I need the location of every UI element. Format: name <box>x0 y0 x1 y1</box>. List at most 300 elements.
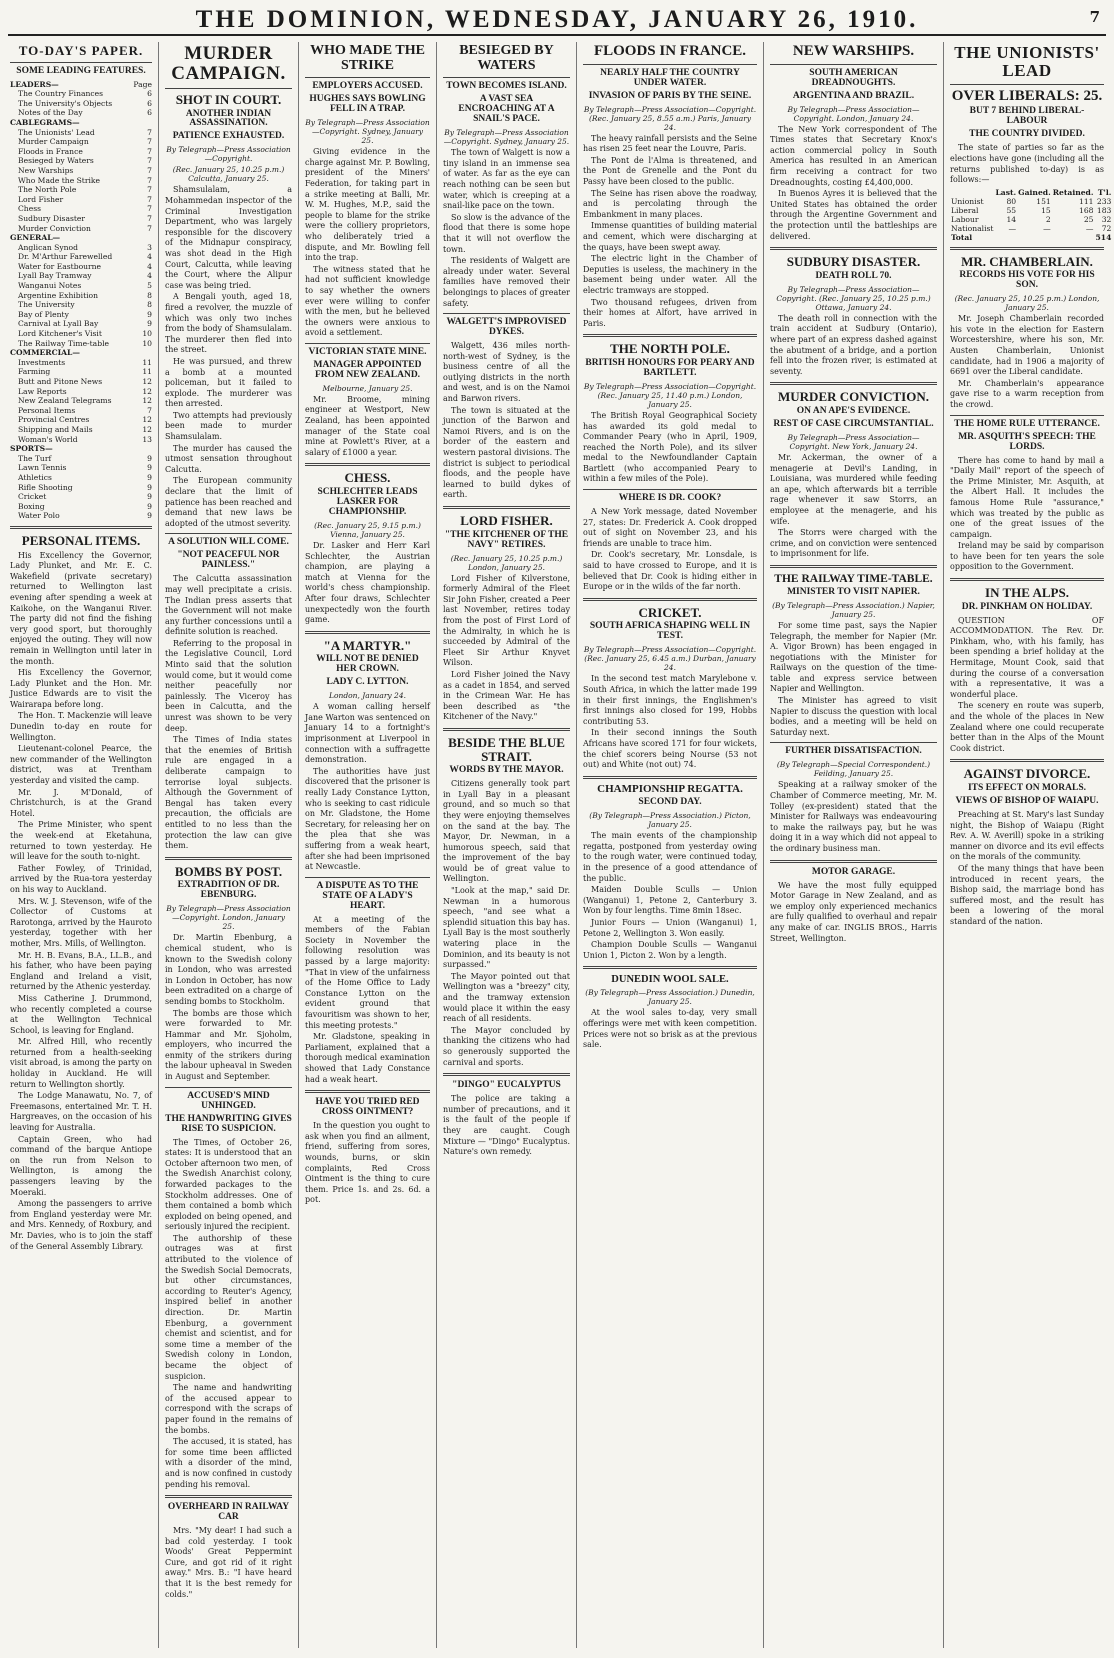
bombs-by-post-heading: BOMBS BY POST. <box>174 863 283 879</box>
contents-entry <box>10 291 152 301</box>
employers-accused-subheading: EMPLOYERS ACCUSED. <box>312 81 423 92</box>
contents-label: Rifle Shooting <box>18 482 73 492</box>
contents-entry <box>10 166 152 176</box>
results-cell: 25 <box>1083 214 1094 224</box>
contents-entry <box>10 233 152 243</box>
contents-page: 7 <box>147 156 152 166</box>
paragraph: Ireland may be said by comparison to have been for ten years the sole opposition to the Government. <box>950 541 1104 572</box>
patience-exhausted-subheading: PATIENCE EXHAUSTED. <box>172 131 285 142</box>
contents-entry <box>10 463 152 473</box>
contents-label: Boxing <box>18 501 45 511</box>
paragraph: Shamsulalam, a Mohammedan inspector of the Criminal Investigation Department, who was largely responsible for the discovery of the Midnapur conspiracy, was shot dead in the High Court, Calcutta, while leaving the Court, where the Alipur case was being tried. <box>165 185 292 290</box>
contents-entry <box>10 281 152 291</box>
results-cell <box>994 233 1017 242</box>
press-credit: (By Telegraph—Special Correspondent.) Feilding, January 25. <box>776 760 931 779</box>
personal-item: The Hon. T. Mackenzie will leave Dunedin to-day en route for Wellington. <box>10 711 152 742</box>
paragraph: The accused, it is stated, has for some time been afflicted with a disorder of the mind, and is now confined in custody pending his removal. <box>165 1437 292 1489</box>
lord-fisher-heading: LORD FISHER. <box>460 513 553 528</box>
paragraph: A New York message, dated November 27, states: Dr. Frederick A. Cook dropped out of sight on November 23, and his friends are unable to trace him. <box>583 507 757 548</box>
personal-item: Mr. Alfred Hill, who recently returned from a health-seeking visit abroad, is among the party on holiday in Auckland. He will return to Wellington shortly. <box>10 1037 152 1089</box>
results-cell <box>1052 233 1095 242</box>
paragraph: The Times of India states that the enemies of British rule are engaged in a deliberate campaign to terrorise loyal subjects. Although the Government of Bengal has taken every precaution, the officials are entitled to no less than the protection the law can give them. <box>165 735 292 851</box>
paragraph: The police are taking a number of precautions, and it is the fault of the people if they are caught. Cough Mixture — "Dingo" Eucalyptus. Nature's own remedy. <box>443 1094 570 1157</box>
paragraph: So slow is the advance of the flood that there is some hope that it will not overflow the town. <box>443 212 570 254</box>
contents-page: 7 <box>147 165 152 175</box>
contents-label: Chess <box>18 204 41 214</box>
contents-page: 7 <box>147 137 152 147</box>
contents-entry <box>10 483 152 493</box>
dateline: (Rec. January 25, 10.25 p.m.) London, January 25. <box>450 553 563 572</box>
paris-invasion-subheading: INVASION OF PARIS BY THE SEINE. <box>588 90 752 101</box>
paragraph: Lord Fisher joined the Navy as a cadet in 1854, and served in the Crimean War. He has been described as "the Kitchener of the Navy." <box>443 669 570 722</box>
article-text <box>770 314 937 378</box>
contents-label: New Warships <box>18 165 74 175</box>
dateline: London, January 24. <box>329 691 406 701</box>
contents-label: The Turf <box>18 453 52 463</box>
results-cell: 514 <box>1095 232 1112 242</box>
paragraph: The scenery en route was superb, and the whole of the places in New Zealand where one could recuperate better than in the Alps of the Mount Cook district. <box>950 701 1104 753</box>
dykes-subheading: WALGETT'S IMPROVISED DYKES. <box>446 317 567 338</box>
hughes-subheading: HUGHES SAYS BOWLING FELL IN A TRAP. <box>309 94 426 115</box>
minister-napier-subheading: MINISTER TO VISIT NAPIER. <box>787 586 920 597</box>
contents-page: 8 <box>147 300 152 310</box>
results-cell <box>950 188 994 197</box>
advert-text <box>165 1526 292 1600</box>
contents-label: Lyall Bay Tramway <box>18 271 92 281</box>
results-row <box>950 206 1112 215</box>
blue-strait-heading: BESIDE THE BLUE STRAIT. <box>448 734 565 764</box>
results-cell: 55 <box>1006 205 1017 215</box>
paragraph: Champion Double Sculls — Wanganui Union 1, Picton 2. Won by a length. <box>583 940 757 960</box>
paragraph: Two attempts had previously been made to murder Shamsulalam. <box>165 410 292 442</box>
contents-page: 7 <box>147 175 152 185</box>
sudbury-heading: SUDBURY DISASTER. <box>786 254 921 270</box>
results-cell <box>1017 233 1052 242</box>
argentina-brazil-subheading: ARGENTINA AND BRAZIL. <box>792 90 915 101</box>
paragraph: The Calcutta assassination may well precipitate a crisis. The Indian press asserts that the Government will not make any further concessions until a definite solution is reached. <box>165 574 292 637</box>
chess-heading: CHESS. <box>344 470 391 486</box>
personal-item: His Excellency the Governor, Lady Plunket, and Mr. E. C. Wakefield (private secretary) returned to Wellington last evening after spending a week at Kaikohe, on the Wanganui River. The party did not find the fishing very good sport, but thoroughly enjoyed the outing. They will now remain in Wellington until later in the month. <box>10 550 152 666</box>
town-island-subheading: TOWN BECOMES ISLAND. <box>446 81 567 92</box>
mayor-subheading: WORDS BY THE MAYOR. <box>449 765 564 776</box>
contents-label: Floods in France <box>18 146 83 156</box>
contents-entry <box>10 502 152 512</box>
in-the-alps-heading: IN THE ALPS. <box>985 585 1069 601</box>
results-row <box>950 215 1112 224</box>
contents-page: 12 <box>142 377 152 387</box>
results-cell: T'l. <box>1097 187 1112 197</box>
press-credit: (By Telegraph—Press Association.) Napier, January 25. <box>772 600 935 619</box>
paragraph: Mr. Gladstone, speaking in Parliament, explained that a thorough medical examination showed that Lady Constance had a weak heart. <box>305 1032 430 1084</box>
contents-label: Lord Kitchener's Visit <box>18 329 102 339</box>
contents-label: Farming <box>18 367 51 377</box>
liberal-labour-subheading: BUT 7 BEHIND LIBERAL-LABOUR <box>969 106 1085 127</box>
results-cell: 15 <box>1041 205 1051 215</box>
pinkham-subheading: DR. PINKHAM ON HOLIDAY. <box>961 601 1093 612</box>
personal-item: Miss Catherine J. Drummond, who recently completed a course at the Wellington Technical School, is leaving for England. <box>10 993 152 1035</box>
contents-entry <box>10 406 152 416</box>
paragraph: He was pursued, and threw a bomb at a mounted policeman, but it failed to explode. The murderer was then arrested. <box>165 356 292 409</box>
motor-garage-ad-heading: MOTOR GARAGE. <box>811 866 896 877</box>
contents-label: Woman's World <box>18 434 78 444</box>
paragraph: We have the most fully equipped Motor Garage in New Zealand, and as we employ only experienced mechanics are fully qualified to overhaul and repair any make of car. INGLIS BROS., Harris Street, Wellington. <box>770 880 937 943</box>
article-text <box>770 453 937 560</box>
country-divided-subheading: THE COUNTRY DIVIDED. <box>969 129 1085 140</box>
unionists-lead-heading: THE UNIONISTS' LEAD <box>954 43 1100 80</box>
peary-subheading: BRITISH HONOURS FOR PEARY AND BARTLETT. <box>585 357 755 378</box>
column-6 <box>764 42 944 1648</box>
paragraph: The Seine has risen above the roadway, and is percolating through the Embankment in many places. <box>583 188 757 219</box>
paragraph: The town of Walgett is now a tiny island in an immense sea of water. As far as the eye can reach nothing can be seen but water, which is creeping at a snail-like pace on the town. <box>443 148 570 211</box>
paragraph: The town is situated at the junction of the Barwon and Namoi Rivers, and is on the border of the eastern and western pastoral divisions. The district is subject to periodical floods, and the people have learned to build dykes of earth. <box>443 405 570 500</box>
paragraph: The bombs are those which were forwarded to Mr. Hammar and Mr. Sjoholm, employers, who incurred the enmity of the strikers during the labour upheaval in Sweden in August and September. <box>165 1008 292 1082</box>
results-cell: Retained. <box>1052 187 1094 197</box>
paragraph: QUESTION OF ACCOMMODATION. The Rev. Dr. Pinkham, who, with his family, has been spending a brief holiday at the Hermitage, Mount Cook, said that during the course of a conversation with a representative, it was a wonderful place. <box>950 615 1104 699</box>
paragraph: Citizens generally took part in Lyall Bay in a pleasant ground, and so much so that they were enjoying themselves on the sand at the bay. The Mayor, Dr. Newman, in a humorous speech, said that the improvement of the bay would be of great value to Wellington. <box>443 779 570 884</box>
personal-item: Father Fowley, of Trinidad, arrived by the Rua-tora yesterday on his way to Auckland. <box>10 863 152 894</box>
handwriting-subheading: THE HANDWRITING GIVES RISE TO SUSPICION. <box>165 1113 292 1134</box>
paragraph: A woman calling herself Jane Warton was sentenced on January 14 to a fortnight's imprisonment at Liverpool in connection with a suffragette demonstration. <box>305 702 430 765</box>
paragraph: Dr. Martin Ebenburg, a chemical student, who is known to the Swedish colony in London, who was arrested in London in October, has now been extradited on a charge of sending bombs to Stockholm. <box>165 933 292 1006</box>
railway-car-ad-heading: OVERHEARD IN RAILWAY CAR <box>167 1502 290 1523</box>
contents-label: Notes of the Day <box>18 108 83 118</box>
article-text <box>770 621 937 739</box>
murder-conviction-heading: MURDER CONVICTION. <box>778 389 929 405</box>
column-2 <box>159 42 299 1648</box>
paragraph: Mr. Joseph Chamberlain recorded his vote in the election for Eastern Worcestershire, where his son, Mr. Austen Chamberlain, Unionist candidate, had in 1906 a majority of 6691 over the Liberal candidate. <box>950 314 1104 377</box>
red-cross-ad-heading: HAVE YOU TRIED RED CROSS OINTMENT? <box>315 1097 420 1118</box>
contents-label: The Country Finances <box>18 89 104 99</box>
paragraph: A Bengali youth, aged 18, fired a revolver, the muzzle of which was only two inches from the body of Shamsulalam. The murderer then fled into the street. <box>165 292 292 355</box>
paragraph: Mr. Ackerman, the owner of a menagerie at Devil's Landing, in Louisiana, was murdered while feeding an ape, which afterwards bit a terrible rage whenever it saw Storrs, an employee at the menagerie, and his wife. <box>770 452 937 526</box>
contents-label: Personal Items <box>18 405 76 415</box>
article-text <box>305 541 430 626</box>
contents-entry <box>10 396 152 406</box>
results-cell: — <box>1085 223 1094 233</box>
press-credit: By Telegraph—Press Association—Copyright. (Rec. January 25, 6.45 a.m.) Durban, January 24. <box>583 645 757 673</box>
article-text <box>770 125 937 243</box>
contents-entry <box>10 108 152 118</box>
contents-label: Law Reports <box>18 386 67 396</box>
paragraph: The residents of Walgett are already under water. Several families have removed their belongings to places of greater safety. <box>443 256 570 308</box>
contents-label: The North Pole <box>18 185 77 195</box>
election-results-table <box>950 188 1112 242</box>
advert-text <box>443 1094 570 1158</box>
contents-entry <box>10 176 152 186</box>
paragraph: The death roll in connection with the train accident at Sudbury (Ontario), where part of an express dashed against the abutment of a bridge, and a portion fell into the frozen river, is estimated at seventy. <box>770 313 937 376</box>
floods-heading: FLOODS IN FRANCE. <box>593 43 747 59</box>
article-text <box>583 134 757 330</box>
contents-page: 6 <box>147 98 152 108</box>
article-text <box>950 143 1104 185</box>
contents-page: 6 <box>147 89 152 99</box>
press-credit: By Telegraph—Press Association—Copyright. New York, January 24. <box>787 432 920 451</box>
contents-page: 9 <box>147 463 152 473</box>
results-cell: 151 <box>1036 196 1051 206</box>
state-mine-subheading: VICTORIAN STATE MINE. <box>308 346 427 357</box>
contents-label: The University <box>18 300 75 310</box>
article-text <box>165 185 292 529</box>
contents-label: Bay of Plenty <box>18 309 69 319</box>
murder-campaign-heading: MURDER CAMPAIGN. <box>171 43 286 84</box>
personal-item: The Prime Minister, who spent the week-end at Eketahuna, returned to town yesterday. He will leave for the south to-night. <box>10 820 152 862</box>
contents-page: 11 <box>142 367 152 377</box>
cricket-heading: CRICKET. <box>638 604 702 620</box>
article-text <box>443 574 570 723</box>
regatta-heading: CHAMPIONSHIP REGATTA. <box>597 782 743 795</box>
personal-item: Lieutenant-colonel Pearce, the new commander of the Wellington district, was at Trentham yesterday and visited the camp. <box>10 744 152 786</box>
column-5 <box>577 42 764 1648</box>
press-credit: By Telegraph—Press Association—Copyright. Sydney, January 25. <box>305 118 430 146</box>
personal-items-heading: PERSONAL ITEMS. <box>21 532 141 548</box>
martyr-heading: "A MARTYR." <box>323 637 412 653</box>
contents-entry <box>10 80 152 90</box>
contents-entry <box>10 99 152 109</box>
paragraph: The electric light in the Chamber of Deputies is useless, the machinery in the basement being under water. All the electric tramways are stopped. <box>583 254 757 295</box>
contents-page: 12 <box>142 396 152 406</box>
contents-label: Besieged by Waters <box>18 156 94 166</box>
article-text <box>443 148 570 309</box>
paragraph: There has come to hand by mail a "Daily Mail" report of the speech of the Prime Minister, Mr. Asquith, at the Albert Hall. It includes the famous Home Rule "assurance," which was treated by the public as one of the great issues of the campaign. <box>950 455 1104 539</box>
contents-entry <box>10 224 152 234</box>
not-peaceful-subheading: "NOT PEACEFUL NOR PAINLESS." <box>177 550 280 571</box>
article-text <box>950 810 1104 928</box>
results-cell: 80 <box>1006 196 1017 206</box>
contents-entry <box>10 128 152 138</box>
contents-page: 8 <box>147 290 152 300</box>
contents-label: Wanganui Notes <box>18 281 82 291</box>
contents-entry <box>10 358 152 368</box>
press-credit: By Telegraph—Press Association—Copyright. (Rec. January 25, 8.55 a.m.) Paris, January 24. <box>583 104 757 132</box>
vote-for-son-subheading: RECORDS HIS VOTE FOR HIS SON. <box>959 270 1095 291</box>
personal-item: Among the passengers to arrive from England yesterday were Mr. and Mrs. Kennedy, of Roxbury, and Mr. Davies, who is to join the staff of the General Assembly Library. <box>10 1199 152 1251</box>
extradition-subheading: EXTRADITION OF DR. EBENBURG. <box>177 880 280 901</box>
results-row <box>950 197 1112 206</box>
contents-entry <box>10 204 152 214</box>
results-cell: 233 <box>1096 196 1112 206</box>
paragraph: The heavy rainfall persists and the Seine has risen 25 feet near the Louvre, Paris. <box>583 133 757 154</box>
contents-page: 9 <box>147 492 152 502</box>
column-4 <box>437 42 577 1648</box>
contents-page: 6 <box>147 108 152 118</box>
results-cell: Liberal <box>951 205 979 215</box>
contents-page: 12 <box>142 415 152 425</box>
contents-entry <box>10 415 152 425</box>
paragraph: At the wool sales to-day, very small offerings were met with keen competition. Prices were not so brisk as at the previous sale. <box>583 1008 757 1050</box>
todays-paper-heading: TO-DAY'S PAPER. <box>18 43 144 58</box>
dateline: (Rec. January 25, 9.15 p.m.) Vienna, January 25. <box>314 520 421 539</box>
results-cell: 111 <box>1079 196 1094 206</box>
contents-entry <box>10 195 152 205</box>
contents-label: Murder Conviction <box>18 223 91 233</box>
paragraph: Immense quantities of building material and cement, which were discharging at the quays, have been swept away. <box>583 221 757 252</box>
contents-page: 12 <box>142 386 152 396</box>
contents-page: 7 <box>147 223 152 233</box>
results-row <box>950 224 1112 233</box>
press-credit: By Telegraph—Press Association—Copyright. (Rec. January 25, 10.25 p.m.) Ottawa, January 24. <box>776 284 931 312</box>
dr-cook-subheading: WHERE IS DR. COOK? <box>618 493 722 504</box>
results-cell: 183 <box>1096 205 1112 215</box>
paragraph: In the second test match Marylebone v. South Africa, in which the latter made 199 in their first innings, the Englishmen's first innings also closed for 199, Hobbs contributing 53. <box>583 674 757 726</box>
paragraph: Lord Fisher of Kilverstone, formerly Admiral of the Fleet Sir John Fisher, created a Peer last November, retires today from the post of First Lord of the Admiralty, in which he is succeeded by Admiral of the Fleet Sir Arthur Knyvet Wilson. <box>443 573 570 668</box>
dateline: Melbourne, January 25. <box>322 383 413 393</box>
contents-entry <box>10 473 152 483</box>
vast-sea-subheading: A VAST SEA ENCROACHING AT A SNAIL'S PACE. <box>458 94 555 125</box>
article-text <box>443 779 570 1068</box>
press-credit: (By Telegraph—Press Association.) Picton, January 25. <box>589 811 751 830</box>
paragraph: The Pont de l'Alma is threatened, and the Pont de Grenelle and the Pont du Passy have been closed to the public. <box>583 155 757 187</box>
contents-page: 9 <box>147 453 152 463</box>
schlechter-subheading: SCHLECHTER LEADS LASKER FOR CHAMPIONSHIP. <box>317 487 418 518</box>
contents-entry <box>10 185 152 195</box>
contents-entry <box>10 511 152 521</box>
advert-text <box>770 881 937 945</box>
paragraph: Junior Fours — Union (Wanganui) 1, Petone 2, Wellington 3. Won easily. <box>583 917 757 938</box>
contents-page: 5 <box>147 281 152 291</box>
paragraph: In the question you ought to ask when you find an ailment, friend, suffering from sores, wounds, burns, or skin complaints, Red Cross Ointment is the thing to cure them. Price 1s. and 2s. 6d. a pot. <box>305 1121 430 1205</box>
paragraph: Mr. Chamberlain's appearance gave rise to a warm reception from the crowd. <box>950 378 1104 410</box>
contents-label: Anglican Synod <box>18 242 78 252</box>
paragraph: The state of parties so far as the elections have gone (including all the returns published to-day) is as follows:— <box>950 143 1104 185</box>
contents-label: Argentine Exhibition <box>18 290 99 300</box>
article-text <box>583 411 757 485</box>
contents-page: 9 <box>147 309 152 319</box>
paragraph: The Times, of October 26, states: It is understood that an October afternoon two men, of the Swedish Anarchist colony, forwarded packages to the Stockholm addresses. One of them contained a bomb which exploded on being opened, and seriously injured the recipient. <box>165 1137 292 1232</box>
paragraph: Walgett, 436 miles north-north-west of Sydney, is the business centre of all the outlying districts in the north and west, and is on the Namoi and Barwon rivers. <box>443 341 570 404</box>
contents-entry <box>10 214 152 224</box>
results-cell: 72 <box>1101 223 1112 233</box>
contents-label: The Railway Time-table <box>18 338 109 348</box>
results-row <box>950 233 1112 242</box>
contents-label: Who Made the Strike <box>18 175 101 185</box>
press-credit: (By Telegraph—Press Association.) Dunedin, January 25. <box>585 988 755 1007</box>
press-credit: By Telegraph—Press Association—Copyright. London, January 25. <box>166 904 291 932</box>
dispute-subheading: A DISPUTE AS TO THE STATE OF A LADY'S HEART. <box>316 880 419 911</box>
contents-entry <box>10 118 152 128</box>
results-row <box>950 188 1112 197</box>
south-africa-subheading: SOUTH AFRICA SHAPING WELL IN TEST. <box>589 621 751 642</box>
second-day-subheading: SECOND DAY. <box>638 797 702 808</box>
contents-page: 4 <box>147 261 152 271</box>
results-cell: Last. <box>995 187 1017 197</box>
paragraph: The European community declare that the limit of patience has been reached and demand that new laws be adopted of the utmost severity. <box>165 476 292 528</box>
dissatisfaction-subheading: FURTHER DISSATISFACTION. <box>785 746 922 757</box>
contents-label: Sudbury Disaster <box>18 213 86 223</box>
paragraph: Mrs. "My dear! I had such a bad cold yesterday. I took Woods' Great Peppermint Cure, and got rid of it right away." Mrs. B.: "I have heard that it is the best remedy for colds." <box>165 1526 292 1599</box>
contents-label: SPORTS— <box>10 444 53 454</box>
contents-entry <box>10 262 152 272</box>
contents-label: Investments <box>18 357 66 367</box>
contents-page: 7 <box>147 405 152 415</box>
indian-assassination-subheading: ANOTHER INDIAN ASSASSINATION. <box>185 108 272 129</box>
effect-on-morals-subheading: ITS EFFECT ON MORALS. <box>967 783 1087 794</box>
article-text <box>950 616 1104 755</box>
contents-label: Murder Campaign <box>18 137 89 147</box>
press-credit: By Telegraph—Press Association—Copyright. Sydney, January 25. <box>443 128 570 147</box>
contents-page: 7 <box>147 194 152 204</box>
half-country-subheading: NEARLY HALF THE COUNTRY UNDER WATER. <box>600 67 740 88</box>
contents-entry <box>10 147 152 157</box>
contents-entry <box>10 137 152 147</box>
advert-text <box>305 1121 430 1206</box>
mind-unhinged-subheading: ACCUSED'S MIND UNHINGED. <box>187 1090 270 1111</box>
contents-page: 7 <box>147 185 152 195</box>
besieged-heading: BESIEGED BY WATERS <box>459 43 554 73</box>
article-text <box>950 456 1104 574</box>
results-cell: 168 <box>1079 205 1094 215</box>
manager-subheading: MANAGER APPOINTED FROM NEW ZEALAND. <box>313 359 422 380</box>
over-liberals-heading: OVER LIBERALS: 25. <box>951 87 1103 104</box>
kitchener-navy-subheading: "THE KITCHENER OF THE NAVY" RETIRES. <box>444 529 569 550</box>
paragraph: The main events of the championship regatta, postponed from yesterday owing to the rough water, were continued today, in the presence of a good attendance of the public. <box>583 831 757 883</box>
contents-page: 10 <box>142 329 152 339</box>
article-text <box>165 1138 292 1491</box>
contents-page: 12 <box>142 424 152 434</box>
contents-entry <box>10 300 152 310</box>
personal-items-text <box>10 551 152 1253</box>
north-pole-heading: THE NORTH POLE. <box>610 341 730 357</box>
contents-label: The Unionists' Lead <box>18 127 95 137</box>
contents-entry <box>10 252 152 262</box>
crown-subheading: WILL NOT BE DENIED HER CROWN. <box>316 654 419 675</box>
contents-page: 3 <box>147 242 152 252</box>
contents-page: 9 <box>147 511 152 521</box>
shot-in-court-heading: SHOT IN COURT. <box>175 91 282 107</box>
paragraph: The New York correspondent of The Times states that Secretary Knox's action commercial policy in South America has resulted in an American firm receiving a contract for two Dreadnoughts, costing £4,400,000. <box>770 124 937 187</box>
contents-entry <box>10 156 152 166</box>
contents-entry <box>10 492 152 502</box>
paragraph: In Buenos Ayres it is believed that the United States has obtained the order through the Argentine Government and the protection until the battleships are delivered. <box>770 189 937 241</box>
contents-label: Lawn Tennis <box>18 463 67 473</box>
contents-page: 11 <box>142 357 152 367</box>
results-cell: — <box>1043 223 1051 233</box>
paragraph: Giving evidence in the charge against Mr. P. Bowling, president of the Miners' Federation, for taking part in a strike meeting at Balli, Mr. W. M. Hughes, M.P., said the people to blame for the strike were the colliery proprietors, who deliberately tried a dispute, and Mr. Bowling fell into the trap. <box>305 147 430 263</box>
contents-label: CABLEGRAMS— <box>10 117 80 127</box>
personal-item: Mrs. W. J. Stevenson, wife of the Collector of Customs at Rarotonga, arrived by the Hauroto yesterday, together with her mother, Mrs. Mills, of Wellington. <box>10 896 152 948</box>
contents-page: Page <box>133 79 152 89</box>
article-text <box>443 341 570 501</box>
results-cell: 32 <box>1101 214 1112 224</box>
paragraph: The British Royal Geographical Society has awarded its gold medal to Commander Peary (who in April, 1909, reached the North Pole), and its silver medal to the Newfoundlander Captain Bartlett (who accompanied Peary to within a few miles of the Pole). <box>583 410 757 484</box>
contents-entry <box>10 367 152 377</box>
paragraph: The murder has caused the utmost sensation throughout Calcutta. <box>165 443 292 474</box>
contents-list <box>10 80 152 521</box>
contents-page: 7 <box>147 127 152 137</box>
contents-label: The University's Objects <box>18 98 113 108</box>
wool-sale-heading: DUNEDIN WOOL SALE. <box>611 974 729 986</box>
against-divorce-heading: AGAINST DIVORCE. <box>963 766 1091 782</box>
paragraph: At a meeting of the members of the Fabian Society in November the following resolution was passed by a large majority: "That in view of the unfairness of the Home Office to Lady Constance Lytton on the evident ground that favouritism was shown to her, this meeting protests." <box>305 914 430 1030</box>
article-text <box>583 507 757 593</box>
paragraph: The Storrs were charged with the crime, and on conviction were sentenced to imprisonment for life. <box>770 528 937 559</box>
paragraph: The authorship of these outrages was at first attributed to the violence of the Swedish Social Democrats, but other circumstances, according to Reuter's Agency, inspired belief in another direction. Dr. Martin Ebenburg, a government chemist and scientist, and for some time a member of the Swedish colony in London, became the object of suspicion. <box>165 1233 292 1381</box>
article-text <box>583 831 757 961</box>
results-cell: Total <box>951 232 973 242</box>
asquith-subheading: MR. ASQUITH'S SPEECH: THE LORDS. <box>958 431 1096 452</box>
contents-label: Athletics <box>18 472 52 482</box>
paragraph: Dr. Lasker and Herr Karl Schlechter, the Austrian champion, are playing a match at Vienna for the world's chess championship. After four draws, Schlechter unexpectedly won the fourth game. <box>305 540 430 625</box>
contents-entry <box>10 243 152 253</box>
dateline: (Rec. January 25, 10.25 p.m.) London, January 25. <box>954 294 1100 313</box>
contents-entry <box>10 425 152 435</box>
paragraph: Of the many things that have been introduced in recent years, the Bishop said, the marriage bond has suffered most, and the result has been a lowering of the moral standard of the nation. <box>950 863 1104 926</box>
chamberlain-heading: MR. CHAMBERLAIN. <box>961 253 1093 269</box>
paragraph: Speaking at a railway smoker of the Chamber of Commerce meeting, Mr. M. Tolley (ex-president) stated that the Minister for Railways was endeavouring to make the railways pay, but he was doing it in a way which did not appeal to the ordinary business man. <box>770 780 937 853</box>
article-text <box>305 915 430 1086</box>
article-text <box>950 314 1104 410</box>
paragraph: The witness stated that he had not sufficient knowledge to say whether the owners ever were willing to confer with the men, but he believed the owners were anxious to avoid a settlement. <box>305 264 430 338</box>
article-text <box>305 395 430 459</box>
